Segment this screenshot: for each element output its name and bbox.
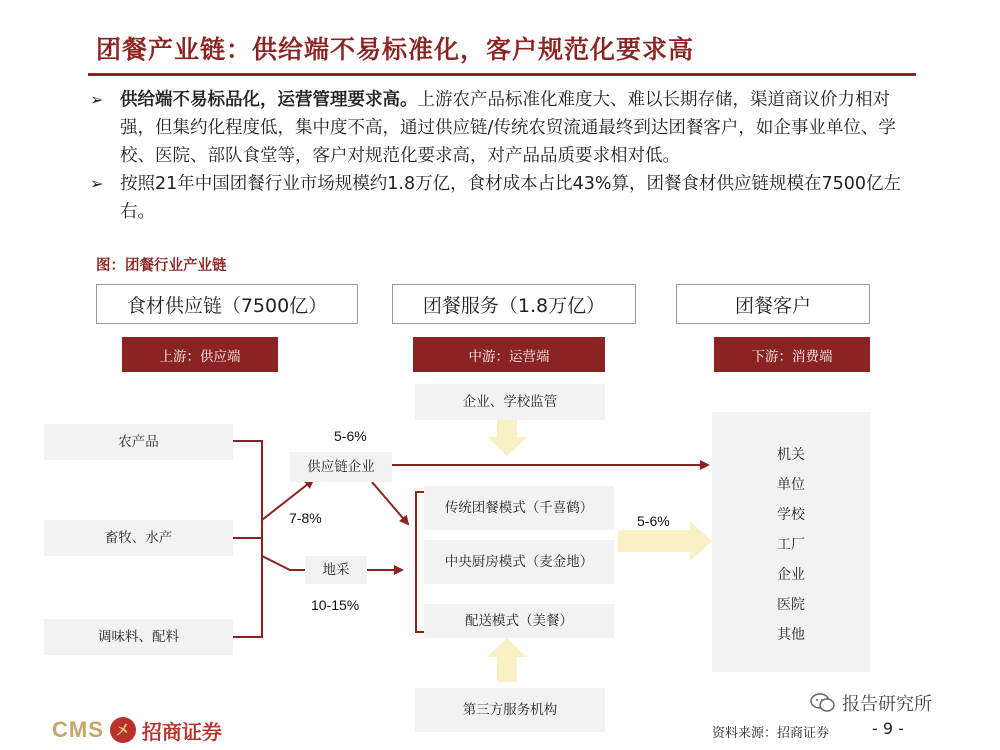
segment-upstream-tag: 上游：供应端: [122, 337, 278, 372]
logo-emblem-icon: 㐅: [110, 717, 136, 743]
customer-list: [712, 412, 870, 672]
wechat-icon: [810, 692, 836, 714]
regulator-box: 企业、学校监管: [415, 384, 605, 420]
arrow-supply-chain-to-modes: [372, 482, 408, 524]
segment-downstream-title: 团餐客户: [676, 284, 870, 324]
customer-item: 单位: [777, 477, 805, 493]
company-logo: [52, 715, 222, 745]
mode-delivery-label: 配送模式（美餐）: [465, 613, 573, 629]
pct-direct-purchase: 10-15%: [311, 597, 360, 613]
customer-item: 医院: [777, 597, 805, 613]
customer-item: 工厂: [777, 537, 805, 553]
bullet-lead: 供给端不易标品化，运营管理要求高。: [120, 90, 418, 110]
mode-traditional: [424, 486, 614, 530]
arrow-regulator-down: [487, 420, 527, 456]
pct-inputs-to-supply-chain: 7-8%: [289, 510, 322, 526]
figure-caption: 图：团餐行业产业链: [96, 258, 227, 274]
input-agricultural: 农产品: [44, 424, 233, 460]
pct-supply-chain-to-customer: 5-6%: [334, 428, 367, 444]
mode-traditional-label: 传统团餐模式（千喜鹤）: [444, 500, 594, 516]
logo-latin-text: CMS: [52, 717, 104, 742]
mode-delivery: [424, 604, 614, 638]
logo-chinese-text: 招商证券: [141, 719, 222, 744]
segment-midstream-tag: 中游：运营端: [413, 337, 605, 372]
page-title: 团餐产业链：供给端不易标准化，客户规范化要求高: [96, 35, 695, 64]
pct-modes-to-customer: 5-6%: [637, 513, 670, 529]
bullet-arrow-icon: ➢: [90, 90, 104, 109]
page-number: - 9 -: [872, 719, 904, 738]
segment-downstream-tag: 下游：消费端: [714, 337, 870, 372]
bullet-text: 按照21年中国团餐行业市场规模约1.8万亿，食材成本占比43%算，团餐食材供应链规模在7500亿左右。: [120, 174, 902, 222]
watermark: [810, 690, 932, 716]
input-seasoning: 调味料、配料: [44, 619, 233, 655]
segment-midstream-title: 团餐服务（1.8万亿）: [392, 284, 636, 324]
source-note: 资料来源：招商证券: [712, 726, 830, 741]
third-party-box: 第三方服务机构: [415, 688, 605, 732]
mode-central-kitchen: [424, 540, 614, 584]
customer-item: 其他: [777, 627, 805, 643]
customer-item: 机关: [777, 447, 805, 463]
watermark-text: 报告研究所: [842, 694, 932, 715]
arrow-thirdparty-up: [487, 638, 527, 682]
bullet-arrow-icon: ➢: [90, 174, 104, 193]
mode-central-kitchen-label: 中央厨房模式（麦金地）: [444, 554, 594, 570]
supply-chain-company: 供应链企业: [290, 452, 392, 482]
segment-upstream-title: 食材供应链（7500亿）: [96, 284, 358, 324]
customer-item: 企业: [777, 567, 805, 583]
bullet-text: 上游农产品标准化难度大、难以长期存储，渠道商议价力相对强，但集约化程度低，集中度不高，通过供应链/传统农贸流通最终到达团餐客户，如企事业单位、学校、医院、部队食堂等，客户对规范化要求高，对产品品质要求相对低。: [120, 90, 896, 166]
customer-item: 学校: [777, 507, 805, 523]
input-livestock: 畜牧、水产: [44, 520, 233, 556]
direct-purchase: 地采: [305, 556, 367, 584]
